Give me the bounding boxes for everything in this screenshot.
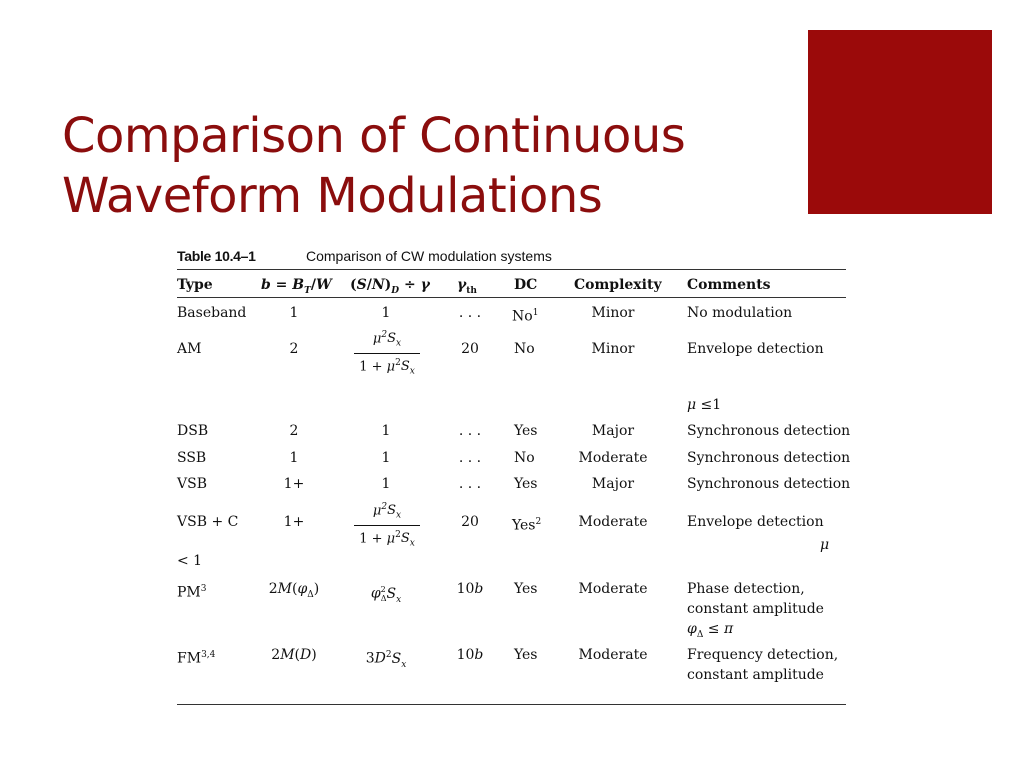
table-number: Table 10.4–1 xyxy=(177,248,256,264)
header-complexity: Complexity xyxy=(574,277,662,293)
cell-complexity: Moderate xyxy=(578,647,648,663)
cell-comments-line2: constant amplitude xyxy=(687,601,824,617)
cell-gamma: 10b xyxy=(456,581,484,597)
cell-bandwidth: 1 xyxy=(289,305,299,321)
cell-snr: 1 xyxy=(381,305,391,321)
cell-note-less-than: < 1 xyxy=(177,553,203,569)
cell-snr: $3D^2S_x$ xyxy=(365,650,407,670)
cell-complexity: Minor xyxy=(591,341,635,357)
cell-dc: Yes xyxy=(514,581,538,597)
table-bottom-rule xyxy=(177,704,846,705)
cell-dc: No$^1$ xyxy=(512,308,539,325)
cell-dc: No xyxy=(514,450,535,466)
table-caption-text: Comparison of CW modulation systems xyxy=(306,248,552,264)
fraction-numerator: $\mu^2S_x$ xyxy=(372,330,402,349)
header-comments: Comments xyxy=(687,277,771,293)
cell-complexity: Moderate xyxy=(578,450,648,466)
cell-type: AM xyxy=(177,341,202,357)
table-top-rule xyxy=(177,269,846,270)
cell-dc: No xyxy=(514,341,535,357)
cell-comments: Synchronous detection xyxy=(687,450,851,466)
header-bandwidth-ratio: $b = B_T/W$ xyxy=(261,277,332,296)
cell-note-mu: μ ≤1 xyxy=(687,397,722,413)
cell-dc: Yes xyxy=(514,423,538,439)
cell-gamma: 20 xyxy=(461,341,479,357)
cell-snr: 1 xyxy=(381,476,391,492)
cell-bandwidth: 1 xyxy=(289,450,299,466)
cell-gamma: . . . xyxy=(458,423,482,439)
cell-bandwidth: $2M(\varphi_\Delta)$ xyxy=(268,581,320,600)
fraction-denominator: $1 + \mu^2S_x$ xyxy=(359,529,415,549)
cell-comments-line2: constant amplitude xyxy=(687,667,824,683)
header-gamma-threshold: $\gamma_{th}$ xyxy=(457,277,477,296)
cell-comments-line3: $\varphi_\Delta \le \pi$ xyxy=(687,621,734,640)
cell-snr: $\varphi^2_\Delta S_x$ xyxy=(370,585,402,605)
cell-gamma: . . . xyxy=(458,476,482,492)
header-snr-ratio: $(S/N)_D \div \gamma$ xyxy=(350,277,430,296)
cell-type: VSB xyxy=(177,476,207,492)
cell-snr: 1 xyxy=(381,450,391,466)
cell-gamma: 20 xyxy=(461,514,479,530)
cell-comments: Synchronous detection xyxy=(687,476,851,492)
cell-gamma: . . . xyxy=(458,450,482,466)
cell-type: DSB xyxy=(177,423,209,439)
cell-complexity: Minor xyxy=(591,305,635,321)
cell-dc: Yes xyxy=(514,476,538,492)
fraction-numerator: $\mu^2S_x$ xyxy=(372,502,402,521)
cell-type: VSB + C xyxy=(177,514,239,530)
cell-type: Baseband xyxy=(177,305,247,321)
cell-comments: No modulation xyxy=(687,305,793,321)
cell-complexity: Major xyxy=(591,476,635,492)
cell-comments: Frequency detection, xyxy=(687,647,839,663)
cell-bandwidth: 2M(D) xyxy=(271,647,317,663)
slide-title xyxy=(62,106,782,226)
cell-dc: Yes xyxy=(514,647,538,663)
table-caption xyxy=(177,248,552,264)
cell-comments: Phase detection, xyxy=(687,581,805,597)
slide-title-line2: Waveform Modulations xyxy=(62,168,603,224)
cell-comments: Envelope detection xyxy=(687,341,824,357)
cell-snr: 1 xyxy=(381,423,391,439)
cell-bandwidth: 2 xyxy=(289,423,299,439)
cell-complexity: Moderate xyxy=(578,514,648,530)
cell-note-mu: μ xyxy=(820,537,830,553)
cell-bandwidth: 2 xyxy=(289,341,299,357)
cell-complexity: Moderate xyxy=(578,581,648,597)
cell-gamma: 10b xyxy=(456,647,484,663)
cell-snr-fraction xyxy=(354,499,420,553)
fraction-denominator: $1 + \mu^2S_x$ xyxy=(359,357,415,377)
header-type: Type xyxy=(177,277,213,293)
cell-snr-fraction xyxy=(354,327,420,381)
cell-comments: Synchronous detection xyxy=(687,423,851,439)
cell-type: FM$^{3,4}$ xyxy=(177,650,216,667)
cell-bandwidth: 1+ xyxy=(283,476,305,492)
slide-title-line1: Comparison of Continuous xyxy=(62,108,686,164)
cell-type: SSB xyxy=(177,450,207,466)
cell-comments: Envelope detection xyxy=(687,514,824,530)
cell-complexity: Major xyxy=(591,423,635,439)
cell-type: $PM^3$ xyxy=(177,584,207,601)
cell-gamma: . . . xyxy=(458,305,482,321)
accent-square xyxy=(808,30,992,214)
cell-bandwidth: 1+ xyxy=(283,514,305,530)
header-dc: DC xyxy=(514,277,538,293)
cell-dc: Yes$^2$ xyxy=(512,517,542,534)
